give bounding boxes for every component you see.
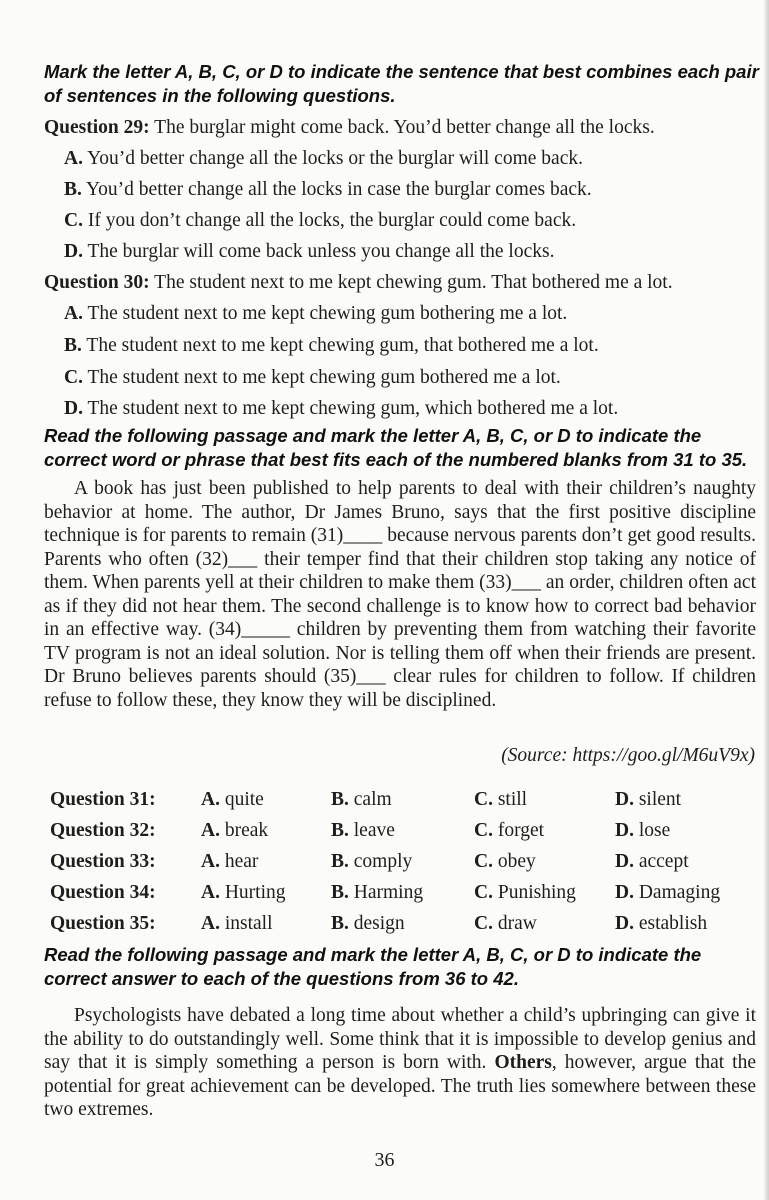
option-d <box>615 846 755 877</box>
option-text: accept <box>638 850 689 872</box>
reading-passage-text <box>44 1004 756 1122</box>
option-text: Harming <box>353 881 424 903</box>
option-letter: B. <box>64 179 82 200</box>
option-b <box>331 784 474 815</box>
cloze-question-row <box>50 815 755 846</box>
question-label: Question 34: <box>50 881 156 903</box>
source-citation: (Source: https://goo.gl/M6uV9x) <box>501 745 755 766</box>
option-letter: A. <box>64 303 83 324</box>
reading-text-after: , however, argue that the potential for great achievement can be developed. The truth lies somewhere between these two extremes. <box>44 1052 756 1120</box>
option-letter: D. <box>64 398 83 419</box>
option-29-c <box>64 209 769 233</box>
option-29-b <box>64 178 769 202</box>
option-text: install <box>224 912 273 934</box>
option-text: forget <box>497 819 545 841</box>
option-letter: C. <box>474 850 493 872</box>
cloze-question-row <box>50 784 755 815</box>
question-text: The burglar might come back. You’d better change all the locks. <box>149 117 655 138</box>
option-text: comply <box>353 850 413 872</box>
question-label: Question 32: <box>50 819 156 841</box>
question-label: Question 29: <box>44 117 150 138</box>
option-letter: D. <box>615 819 634 841</box>
option-30-b <box>64 334 769 358</box>
reading-highlight-others: Others <box>494 1052 552 1073</box>
option-text: You’d better change all the locks or the burglar will come back. <box>82 148 583 169</box>
option-letter: C. <box>474 881 493 903</box>
option-text: calm <box>353 788 392 810</box>
question-label: Question 30: <box>44 272 150 293</box>
option-text: The student next to me kept chewing gum bothering me a lot. <box>82 303 568 324</box>
question-29 <box>44 116 759 140</box>
option-letter: A. <box>201 850 220 872</box>
cloze-question-row <box>50 877 755 908</box>
option-30-c <box>64 366 769 390</box>
option-29-d <box>64 240 769 264</box>
option-d <box>615 908 755 939</box>
option-b <box>331 908 474 939</box>
option-text: The burglar will come back unless you change all the locks. <box>82 241 555 262</box>
option-text: quite <box>224 788 264 810</box>
option-text: You’d better change all the locks in case the burglar comes back. <box>81 179 592 200</box>
option-a <box>201 846 331 877</box>
option-letter: D. <box>64 241 83 262</box>
option-text: The student next to me kept chewing gum, which bothered me a lot. <box>82 398 619 419</box>
option-text: leave <box>353 819 395 841</box>
option-letter: C. <box>64 367 83 388</box>
option-letter: D. <box>615 850 634 872</box>
question-label: Question 31: <box>50 788 156 810</box>
option-letter: B. <box>331 788 349 810</box>
option-text: Hurting <box>224 881 286 903</box>
option-c <box>474 908 615 939</box>
option-letter: C. <box>474 912 493 934</box>
option-a <box>201 877 331 908</box>
option-30-d <box>64 397 769 421</box>
option-text: lose <box>638 819 671 841</box>
option-text: Punishing <box>497 881 576 903</box>
cloze-question-row <box>50 908 755 939</box>
cloze-options-table <box>50 784 755 939</box>
question-30 <box>44 271 759 295</box>
option-letter: A. <box>201 819 220 841</box>
option-letter: A. <box>201 912 220 934</box>
option-c <box>474 784 615 815</box>
option-text: establish <box>638 912 708 934</box>
option-a <box>201 815 331 846</box>
page-number: 36 <box>374 1149 395 1171</box>
question-label: Question 33: <box>50 850 156 872</box>
option-letter: D. <box>615 881 634 903</box>
option-text: If you don’t change all the locks, the burglar could come back. <box>82 210 577 231</box>
option-b <box>331 815 474 846</box>
cloze-passage-text: A book has just been published to help parents to deal with their children’s naughty behavior at home. The author, Dr James Bruno, says that the first positive discipline technique is for parents to remain (31)____ because nervous parents don’t get good results. Parents who often (32)___ their temper find that their children stop taking any notice of them. When parents yell at their children to make them (33)___ an order, children often act as if they did not hear them. The second challenge is to know how to correct bad behavior in an effective way. (34)_____ children by preventing them from watching their favorite TV program is not an ideal solution. Nor is telling them off when their friends are present. Dr Bruno believes parents should (35)___ clear rules for children to follow. If children refuse to follow these, they know they will be disciplined. <box>44 478 756 711</box>
option-d <box>615 784 755 815</box>
option-text: silent <box>638 788 682 810</box>
option-letter: C. <box>474 819 493 841</box>
question-label: Question 35: <box>50 912 156 934</box>
option-30-a <box>64 302 769 326</box>
option-letter: B. <box>331 819 349 841</box>
option-text: The student next to me kept chewing gum, that bothered me a lot. <box>81 335 599 356</box>
option-letter: A. <box>201 788 220 810</box>
option-letter: A. <box>201 881 220 903</box>
option-letter: B. <box>331 850 349 872</box>
option-letter: D. <box>615 912 634 934</box>
option-letter: B. <box>331 912 349 934</box>
cloze-passage <box>44 477 756 712</box>
instruction-combine: Mark the letter A, B, C, or D to indicate the sentence that best combines each pair of sentences in the following questions. <box>44 61 759 106</box>
option-a <box>201 908 331 939</box>
cloze-question-row <box>50 846 755 877</box>
option-b <box>331 877 474 908</box>
option-c <box>474 877 615 908</box>
reading-passage <box>44 1004 756 1122</box>
option-text: design <box>353 912 405 934</box>
option-text: The student next to me kept chewing gum bothered me a lot. <box>82 367 561 388</box>
option-c <box>474 846 615 877</box>
option-letter: C. <box>64 210 83 231</box>
instruction-cloze: Read the following passage and mark the letter A, B, C, or D to indicate the correct word or phrase that best fits each of the numbered blanks from 31 to 35. <box>44 425 748 470</box>
option-text: obey <box>497 850 536 872</box>
option-a <box>201 784 331 815</box>
option-29-a <box>64 147 769 171</box>
option-text: hear <box>224 850 259 872</box>
option-letter: B. <box>331 881 349 903</box>
option-d <box>615 877 755 908</box>
option-letter: B. <box>64 335 82 356</box>
option-letter: C. <box>474 788 493 810</box>
option-text: draw <box>497 912 537 934</box>
reading-text-before: Psychologists have debated a long time about whether a child’s upbringing can give it the ability to do outstandingly well. Some think that it is impossible to develop genius and say that it is simply something a person is born with. <box>44 1005 756 1073</box>
option-text: break <box>224 819 269 841</box>
option-d <box>615 815 755 846</box>
instruction-reading: Read the following passage and mark the letter A, B, C, or D to indicate the correct answer to each of the questions from 36 to 42. <box>44 944 702 989</box>
option-letter: A. <box>64 148 83 169</box>
question-text: The student next to me kept chewing gum. That bothered me a lot. <box>149 272 673 293</box>
page-edge-shadow <box>763 0 769 1200</box>
option-b <box>331 846 474 877</box>
option-c <box>474 815 615 846</box>
option-text: Damaging <box>638 881 721 903</box>
option-letter: D. <box>615 788 634 810</box>
option-text: still <box>497 788 528 810</box>
